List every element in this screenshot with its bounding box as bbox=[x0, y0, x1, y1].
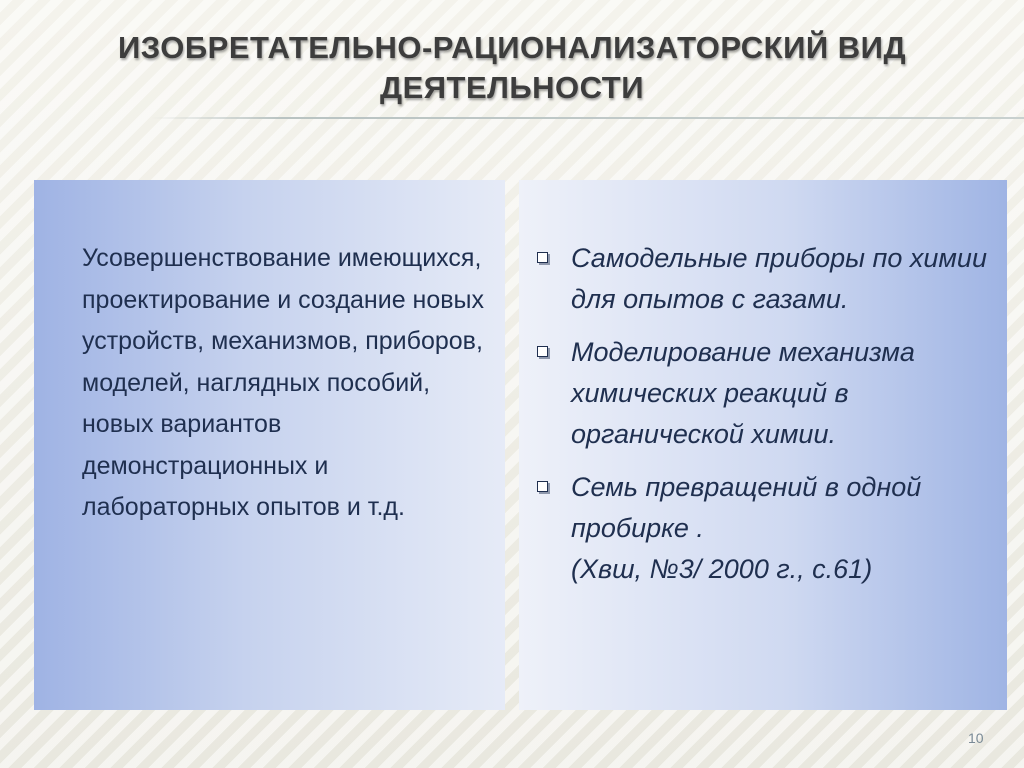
list-item-text: Семь превращений в одной пробирке . bbox=[571, 472, 922, 543]
list-item-text: Моделирование механизма химических реакций в органической химии. bbox=[571, 337, 915, 449]
square-bullet-icon bbox=[537, 252, 548, 263]
left-panel-text: Усовершенствование имеющихся, проектирование и создание новых устройств, механизмов, приборов, моделей, наглядных пособий, новых вариантов демонстрационных и лабораторных опытов и т.д. bbox=[82, 244, 485, 521]
slide-title bbox=[0, 28, 1024, 108]
list-item-text: Самодельные приборы по химии для опытов с газами. bbox=[571, 243, 987, 314]
right-panel-list bbox=[531, 238, 996, 602]
square-bullet-icon bbox=[537, 346, 548, 357]
list-item-citation: (Хвш, №3/ 2000 г., с.61) bbox=[571, 554, 873, 584]
right-panel bbox=[519, 180, 1007, 710]
title-divider bbox=[150, 117, 1024, 119]
square-bullet-icon bbox=[537, 481, 548, 492]
page-number: 10 bbox=[968, 730, 984, 746]
list-item bbox=[531, 238, 996, 320]
title-line-2: ДЕЯТЕЛЬНОСТИ bbox=[379, 70, 645, 105]
title-line-1: ИЗОБРЕТАТЕЛЬНО-РАЦИОНАЛИЗАТОРСКИЙ ВИД bbox=[117, 30, 907, 65]
list-item bbox=[531, 467, 996, 590]
left-panel bbox=[34, 180, 505, 710]
list-item bbox=[531, 332, 996, 455]
